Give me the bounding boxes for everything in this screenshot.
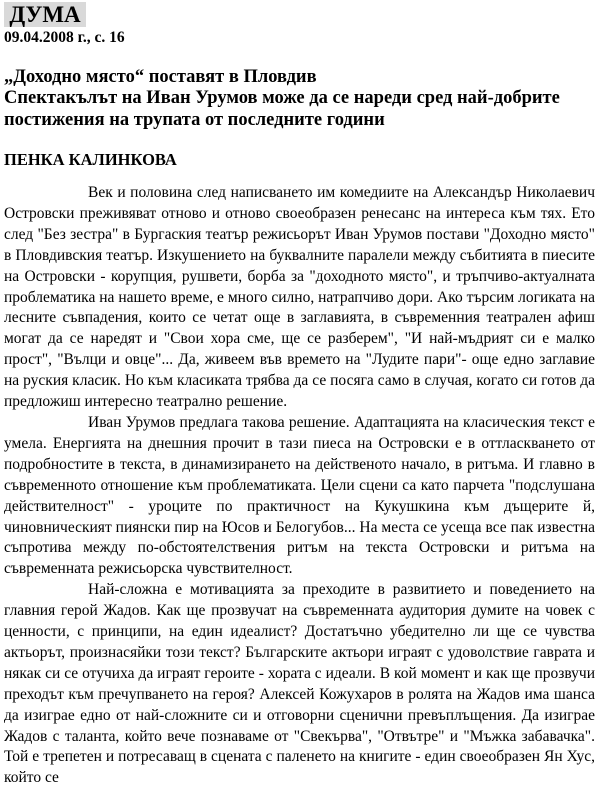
headline: „Доходно място“ поставят в Пловдив <box>4 67 317 87</box>
logo-text: ДУМА <box>9 2 81 27</box>
article-body <box>4 183 595 800</box>
newspaper-logo <box>4 2 86 27</box>
author-byline: ПЕНКА КАЛИНКОВА <box>4 150 177 169</box>
dateline: 09.04.2008 г., с. 16 <box>4 29 125 46</box>
article-paragraph: Иван Урумов предлага такова решение. Адаптацията на класическия текст е умела. Енергията на днешния прочит в тази пиеса на Островски е в оттласкването от подробностите в текста, в динамизирането на действеното начало, в ритъма. И главно в съвременното отношение към проблематиката. Цели сцени са като парчета "подслушана действителност" - уроците по практичност на Кукушкина към дъщерите й, чиновническият пиянски пир на Юсов и Белогубов... На места се усеща все пак известна съпротива между по-обстоятелствения ритъм на текста Островски и ритъма на съвременната режисьорска чувствителност. <box>4 413 595 578</box>
article-paragraph: Век и половина след написването им комедиите на Александър Николаевич Островски преживяват отново и отново своеобразен ренесанс на интереса към тях. Ето след "Без зестра" в Бургаския театър режисьорът Иван Урумов постави "Доходно място" в Пловдивския театър. Изкушението на буквалните паралели между събитията в пиесите на Островски - корупция, рушвети, борба за "доходното място", и тръпчиво-актуалната проблематика на нашето време, е много силно, натрапчиво дори. Ако търсим логиката на лесните съвпадения, които се четат още в заглавията, в съвременния театрален афиш могат да се наредят и "Свои хора сме, ще се разберем", "И най-мъдрият си е малко прост", "Вълци и овце"... Да, живеем във времето на "Лудите пари"- още едно заглавие на руския класик. Но към класиката трябва да се посяга само в случая, когато си готов да предложиш интересно театрално решение. <box>4 184 595 411</box>
subheadline: Спектакълът на Иван Урумов може да се нареди сред най-добрите постижения на трупата от последните години <box>4 88 560 130</box>
article-paragraph: Най-сложна е мотивацията за преходите в развитието и поведението на главния герой Жадов. Как ще прозвучат на съвременната аудитория думите на човек с ценности, с принципи, на един идеалист? Достатъчно убедително ли ще се чувства актьорът, произнасяйки този текст? Българските актьори играят с удоволствие гаврата и някак си се отучиха да играят героите - хората с идеали. В кой момент и как ще прозвучи преходът към пречупването на героя? Алексей Кожухаров в ролята на Жадов има шанса да изиграе едно от най-сложните си и отговорни сценични превъплъщения. Да изиграе Жадов с таланта, който вече познаваме от "Свекърва", "Отвътре" и "Мъжка забавачка". Той е трепетен и потресаващ в сцената с паленето на книгите - един своеобразен Ян Хус, който се <box>4 581 595 787</box>
